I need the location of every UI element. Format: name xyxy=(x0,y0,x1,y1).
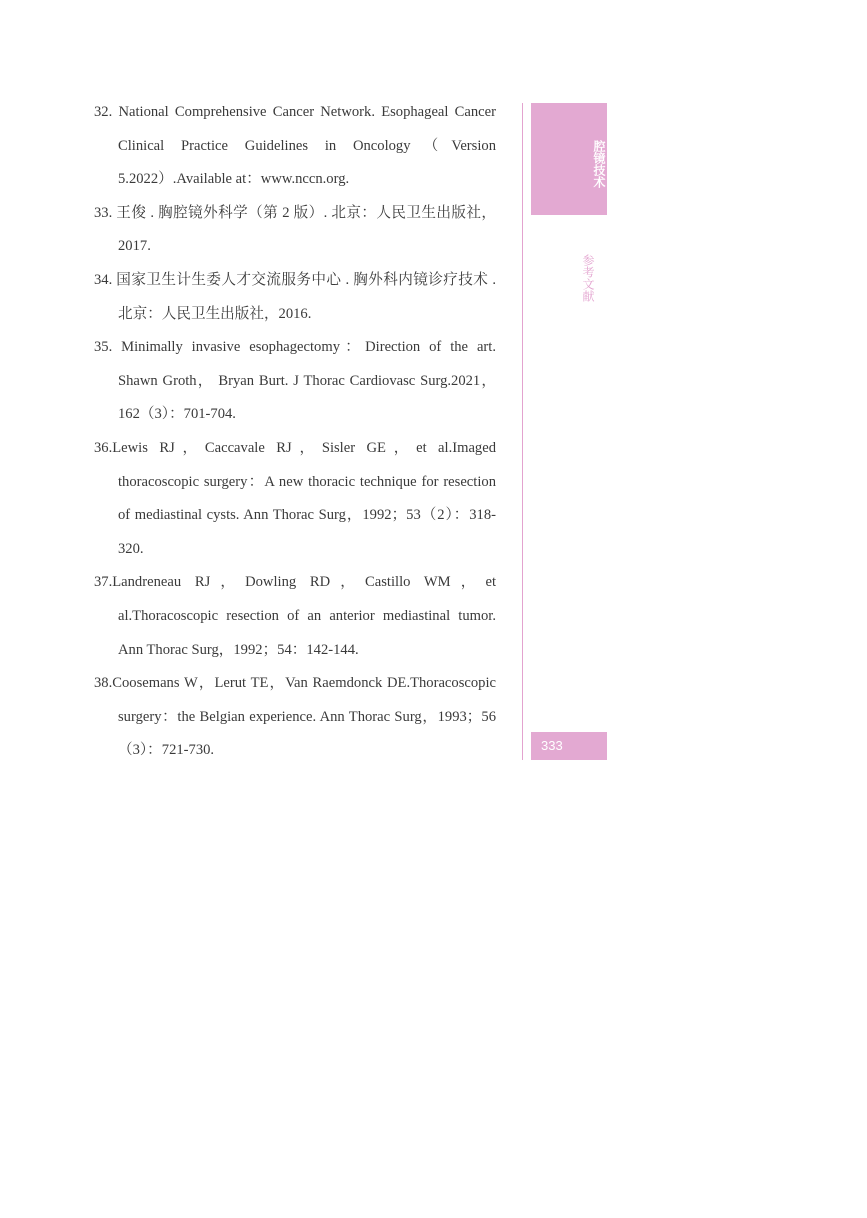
reference-text: 35. Minimally invasive esophagectomy：Direction of the art. Shawn Groth， Bryan Burt. J Thorac Cardiovasc Surg.2021，162（3）：701-704. xyxy=(94,339,496,423)
reference-item-34 xyxy=(94,264,496,331)
reference-text: 33. 王俊 . 胸腔镜外科学（第 2 版）. 北京：人民卫生出版社，2017. xyxy=(94,204,496,255)
reference-item-38 xyxy=(94,667,496,768)
reference-item-32 xyxy=(94,96,496,197)
reference-item-37 xyxy=(94,566,496,667)
chapter-tab xyxy=(531,103,607,215)
reference-item-33 xyxy=(94,197,496,264)
reference-text: 34. 国家卫生计生委人才交流服务中心 . 胸外科内镜诊疗技术 . 北京：人民卫生出版社，2016. xyxy=(94,271,496,322)
reference-text: 38.Coosemans W，Lerut TE，Van Raemdonck DE.Thoracoscopic surgery：the Belgian experience. Ann Thorac Surg，1993；56（3）：721-730. xyxy=(94,675,496,759)
section-label: 参考文献 xyxy=(581,254,595,302)
reference-text: 37.Landreneau RJ，Dowling RD，Castillo WM，et al.Thoracoscopic resection of an anterior mediastinal tumor. Ann Thorac Surg，1992；54：142-144. xyxy=(94,574,496,658)
reference-text: 32. National Comprehensive Cancer Network. Esophageal Cancer Clinical Practice Guidelines in Oncology（Version 5.2022）.Available at：www.nccn.org. xyxy=(94,104,496,188)
reference-list xyxy=(94,96,496,768)
page-number: 333 xyxy=(531,732,607,760)
reference-item-36 xyxy=(94,432,496,566)
reference-item-35 xyxy=(94,331,496,432)
reference-text: 36.Lewis RJ，Caccavale RJ，Sisler GE，et al.Imaged thoracoscopic surgery：A new thoracic technique for resection of mediastinal cysts. Ann Thorac Surg，1992；53（2）：318-320. xyxy=(94,439,496,557)
chapter-tab-title: 腔镜技术 xyxy=(592,140,606,188)
vertical-divider xyxy=(522,103,523,760)
